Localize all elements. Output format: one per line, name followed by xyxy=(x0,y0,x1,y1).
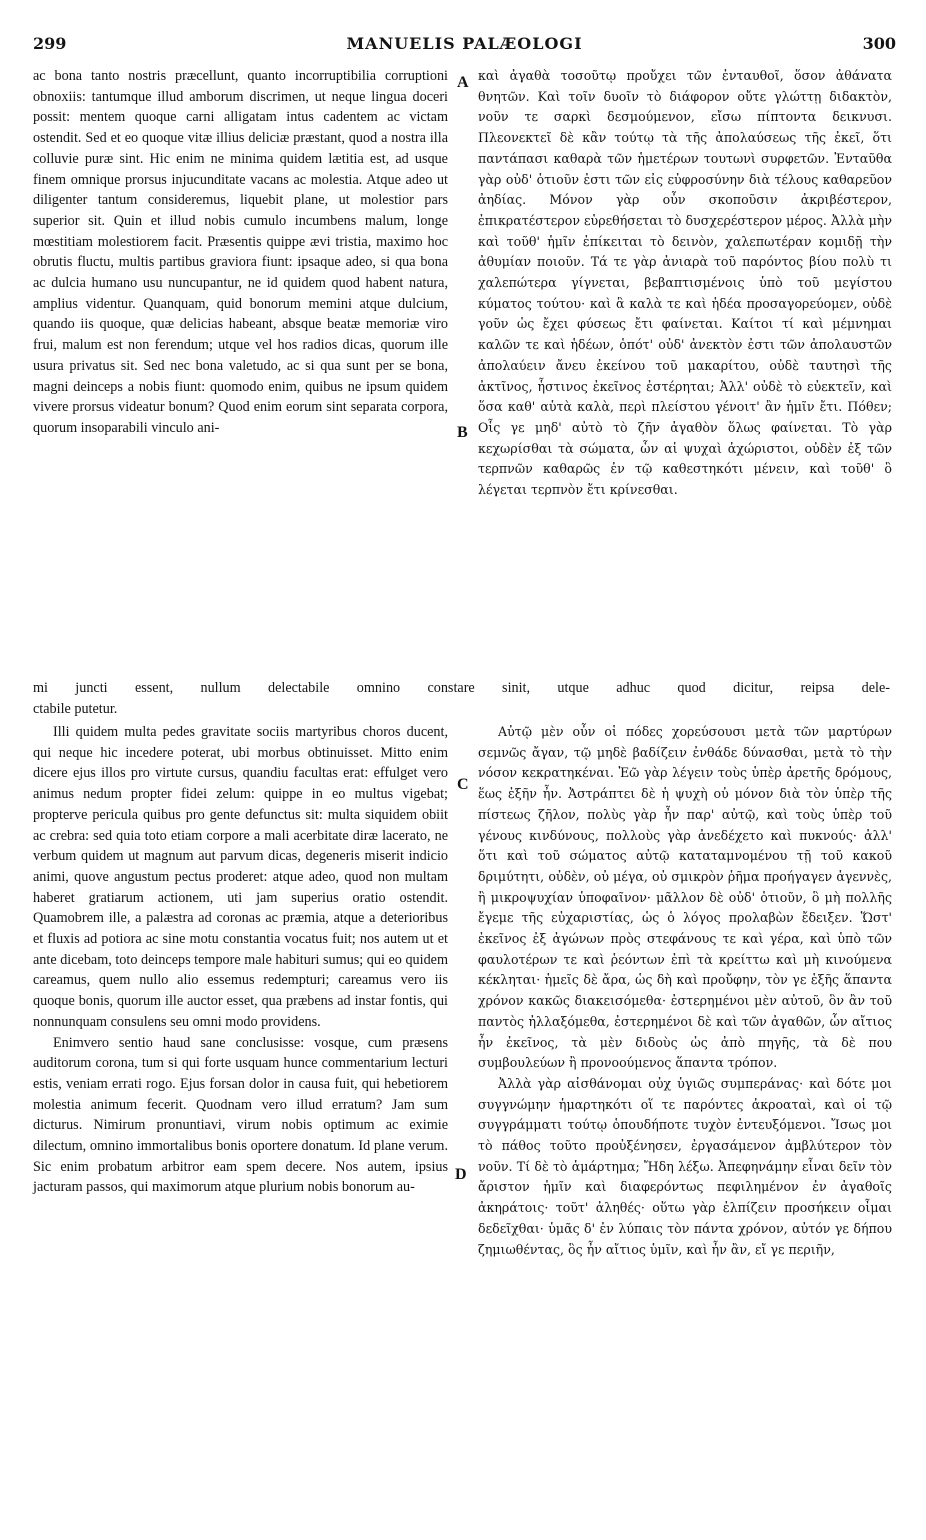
section-marker-b: B xyxy=(457,424,468,441)
latin-column-bottom xyxy=(33,722,448,1198)
running-title: MANUELIS PALÆOLOGI xyxy=(346,34,583,53)
greek-paragraph: Ἀλλὰ γὰρ αἰσθάνομαι οὐχ ὑγιῶς συμπεράνας· καὶ δότε μοι συγγνώμην ἡμαρτηκότι οἵ τε παρόντες ἀκροαταὶ, καὶ οἱ τῷ συγγράμματι τούτῳ ὁπουδήποτε τυχὸν ἐντευξόμενοι. Ἴσως μοι τὸ πάθος τοῦτο προὐξένησεν, ἐργασάμενον ἀμβλύτερον τὸν νοῦν. Τί δὲ τὸ ἁμάρτημα; Ἤδη λέξω. Ἀπεφηνάμην εἶναι δεῖν τὸν ἄριστον ἡμῖν καὶ διαφερόντως πεφιλημένον ἐν ἀγαθοῖς ἀκηράτοις· τοῦτ' ἀληθές· οὕτω γὰρ ἐλπίζειν προσήκειν οἶμαι δεδεῖχθαι· ὑμᾶς δ' ἐν λύπαις τὸν πάντα χρόνον, αὐτόν γε δήπου ζημιωθέντας, ὃς ἦν αἴτιος ὑμῖν, καὶ ἦν ἂν, εἴ γε περιῆν, xyxy=(478,1075,892,1257)
spanning-line: mi juncti essent, nullum delectabile omnino constare sinit, utque adhuc quod dicitur, reipsa dele- xyxy=(33,680,890,696)
latin-column-top xyxy=(33,66,448,439)
greek-column-top xyxy=(478,66,892,501)
greek-paragraph: Αὐτῷ μὲν οὖν οἱ πόδες χορεύσουσι μετὰ τῶν μαρτύρων σεμνῶς ἄγαν, τῷ μηδὲ βαδίζειν ἐνθάδε δύνασθαι, μετὰ τὸ τὴν νόσον κεκρατηκέναι. Ἐῶ γὰρ λέγειν τοὺς ὑπὲρ ἀρετῆς δρόμους, ἕως ἐξῆν ἦν. Ἀστράπτει δὲ ἡ ψυχὴ οὐ μόνον διὰ τὸν ὑπὲρ τῆς πίστεως ζῆλον, πολὺς γὰρ ἦν παρ' αὐτῷ, καὶ τοὺς ὑπὲρ τοῦ γένους κινδύνους, πολλοὺς γὰρ ἀνεδέχετο καὶ πυκνούς· ἀλλ' ὅτι καὶ τοῦ σώματος αὐτῷ καταταμνομένου τῇ τοῦ κακοῦ δριμύτητι, οὐδὲν, οὐ μέγα, οὐ σμικρὸν ῥῆμα προήγαγεν ἀγεννὲς, ἢ μικροψυχίαν ὑποφαῖνον· μᾶλλον δὲ οὐδ' ὁτιοῦν, ὃ μὴ πολλῆς ἔγεμε τῆς εὐχαριστίας, ὡς ὁ λόγος προλαβὼν ἔδειξεν. Ὥστ' ἐκεῖνος ἐξ ἀγώνων πρὸς στεφάνους τε καὶ γέρα, καὶ ὑπὸ τῶν φαυλοτέρων τε καὶ ῥεόντων ἐπὶ τὰ κρείττω καὶ μὴ κινούμενα κέκληται· ἡμεῖς δὲ ἄρα, ὡς δὴ καὶ προὔφην, τὸν γε ἑξῆς ἅπαντα χρόνον κακῶς διακεισόμεθα· ἐστερημένοι μὲν αὐτοῦ, ὃν ἂν τοῦ παντὸς ἠλλαξόμεθα, ἐστερημένοι δὲ καὶ τῶν ἀγαθῶν, ὧν αἴτιος ἦν ἐκεῖνος, τὰ μὲν διδοὺς ὡς ἀπὸ πηγῆς, τὰ δὲ που συμβουλεύων ἢ προνοούμενος ἅπαντα τρόπον. xyxy=(478,724,892,1071)
section-marker-d: D xyxy=(455,1166,467,1183)
section-marker-c: C xyxy=(457,776,469,793)
latin-paragraph: Illi quidem multa pedes gravitate sociis martyribus choros ducent, qui neque hic incedere poterat, ubi morbus obtinuisset. Mitto enim dicere ejus illos pro virtute cursus, quandiu facultas erat: effulget vero animus nedum propter fidei zelum: quippe in eo multus vigebat; propterve pericula quibus pro gente defunctus sit: multa siquidem obiit ac crebra: sed quia toto etiam corpore a mali acerbitate diræ lacerato, ne verbum quidem ut magnum aut parvum dicas, degeneris miserit indicio animi, quove angustum pectus proderet: atque adeo, quod non multam haberet gratiarum actionem, uti jam superius oratio ostendit. Quamobrem ille, a palæstra ad coronas ac præmia, atque a deterioribus et fluxis ad potiora ac sine motu constantia vocatus fuit; nos autem ut et ante dicebam, toto deinceps tempore male habituri sumus; qui eo quidem careamus, quem nullo alio essemus redempturi; careamus vero iis quoque bonis, quorum ille auctor esset, qua præbens ad instar fontis, qui nonnunquam consulens seu omni modo providens. xyxy=(33,724,448,1030)
section-marker-a: A xyxy=(457,74,469,91)
page-header xyxy=(33,34,896,60)
latin-paragraph: ac bona tanto nostris præcellunt, quanto incorruptibilia corruptioni obnoxiis: tantumque illud amborum discrimen, ut neque lingua doceri possit: mentem quoque carni alligatam intus cadentem ac victam ostendit. Sed et eo quoque vitæ illius deliciæ præstant, quod a nostra illa colluvie puræ sint. Hic enim ne minima quidem lætitia est, ad usque finem omnique prorsus injucunditate vacans ac molestia. Atque adeo ut diligenter tantum consideremus, liquebit plane, ut molestior pars superior sit. Quin et illud nobis cumulo incumbens malum, longe mœstitiam molestiorem facit. Præsentis quippe ævi tristia, maximo hoc obrutis fluctu, multis partibus graviora fiunt: ipsaque adeo, si qua bona ac dulcia humano usu nuncupantur, ne id quidem quod habent natura, amplius videntur. Quanquam, quid bonorum memini atque dulcium, quando iis quoque, quæ delicias habeant, absque beatæ memoriæ viro frui, malum est non ferendum; utque vel hos radios dicas, quorum ille usura privatus sit. Sed nec bona valetudo, ac si qua sunt per se bona, magni deinceps a nobis fiunt: quomodo enim, quibus ne ipsum quidem vivere prorsus videatur bonum? Quod enim eorum sint separata corpora, quorum insoparabili vinculo ani- xyxy=(33,68,448,436)
greek-paragraph: καὶ ἀγαθὰ τοσοῦτῳ προὔχει τῶν ἐνταυθοῖ, ὅσον ἀθάνατα θνητῶν. Καὶ τοῖν δυοῖν τὸ διάφορον οὔτε γλώττῃ διδακτὸν, νοῦν τε σαρκὶ δεσμούμενον, εἴσω πίπτοντα δεικνυσι. Πλεονεκτεῖ δὲ κἂν τούτῳ τὰ τῆς ἀπολαύσεως τῆς ἐκεῖ, ὅτι παντάπασι καθαρὰ τῶν ἡμετέρων τουτωνὶ συρφετῶν. Ἐνταῦθα γὰρ οὐδ' ὁτιοῦν ἐστι τῶν εἰς εὐφροσύνην διὰ τέλους καθαρεῦον ἀηδίας. Μόνον γὰρ οὖν σκοποῦσιν ἀκριβέστερον, ἐπικρατέστερον εὑρεθήσεται τὸ δυσχερέστερον μέρος. Ἀλλὰ μὴν καὶ τοῦθ' ἡμῖν ἐπίκειται τὸ δεινὸν, χαλεπωτέραν κομιδῇ τὴν ἀθυμίαν ποιοῦν. Τά τε γὰρ ἀνιαρὰ τοῦ παρόντος βίου πολὺ τι χαλεπώτερα γίγνεται, βεβαπτισμένοις ὑπὸ τοῦ μεγίστου κύματος τούτου· καὶ ἃ καλὰ τε καὶ ἡδέα προσαγορεύομεν, οὐδὲ γοῦν ὡς ἔχει φύσεως ἔτι φαίνεται. Καίτοι τί καὶ μέμνημαι καλῶν τε καὶ ἡδέων, ὁπότ' οὐδ' ἀνεκτὸν ἐστι τῶν ἀπολαυστῶν ἀπολαύειν ἄνευ ἐκείνου τοῦ μακαρίτου, οὐδὲ ταυτησὶ τῆς ἀκτῖνος, ἧστινος ἐκεῖνος ἐστέρηται; Ἀλλ' οὐδὲ τὸ εὐεκτεῖν, καὶ ὅσα καθ' αὑτὰ καλὰ, περὶ πλείστου γένοιτ' ἂν ἡμῖν ἔτι. Πόθεν; Οἷς γε μηδ' αὐτὸ τὸ ζῆν ἀγαθὸν ὅλως φαίνεται. Τὸ γὰρ κεχωρίσθαι τὰ σώματα, ὧν αἱ ψυχαὶ ἀχώριστοι, οὐδὲν ἐξ τῶν τερπνῶν καθαρῶς ἐν τῷ καθεστηκότι μένειν, καὶ τοῦθ' ὃ λέγεται τερπνὸν ἔτι κρίνεσθαι. xyxy=(478,68,892,498)
page-number-left: 299 xyxy=(33,34,67,53)
greek-column-bottom xyxy=(478,722,892,1260)
page-number-right: 300 xyxy=(862,34,896,53)
latin-paragraph: Enimvero sentio haud sane conclusisse: vosque, cum præsens auditorum corona, tum si qui forte usquam hunce commentarium lecturi estis, veniam errati rogo. Ejus forsan dolor in causa fuit, qui hebetiorem molestia animum fecerit. Quodnam vero illud erratum? Jam sum dicturus. Nimirum pronuntiavi, virum nobis optimum ac eximie dilectum, omnino immortalibus bonis oportere donatum. Id plane verum. Sic enim probatum arbitror eam spem decere. Nos autem, ipsius jacturam passos, qui maximorum atque plurium nobis bonorum au- xyxy=(33,1034,448,1196)
spanning-line-end: ctabile putetur. xyxy=(33,701,118,717)
